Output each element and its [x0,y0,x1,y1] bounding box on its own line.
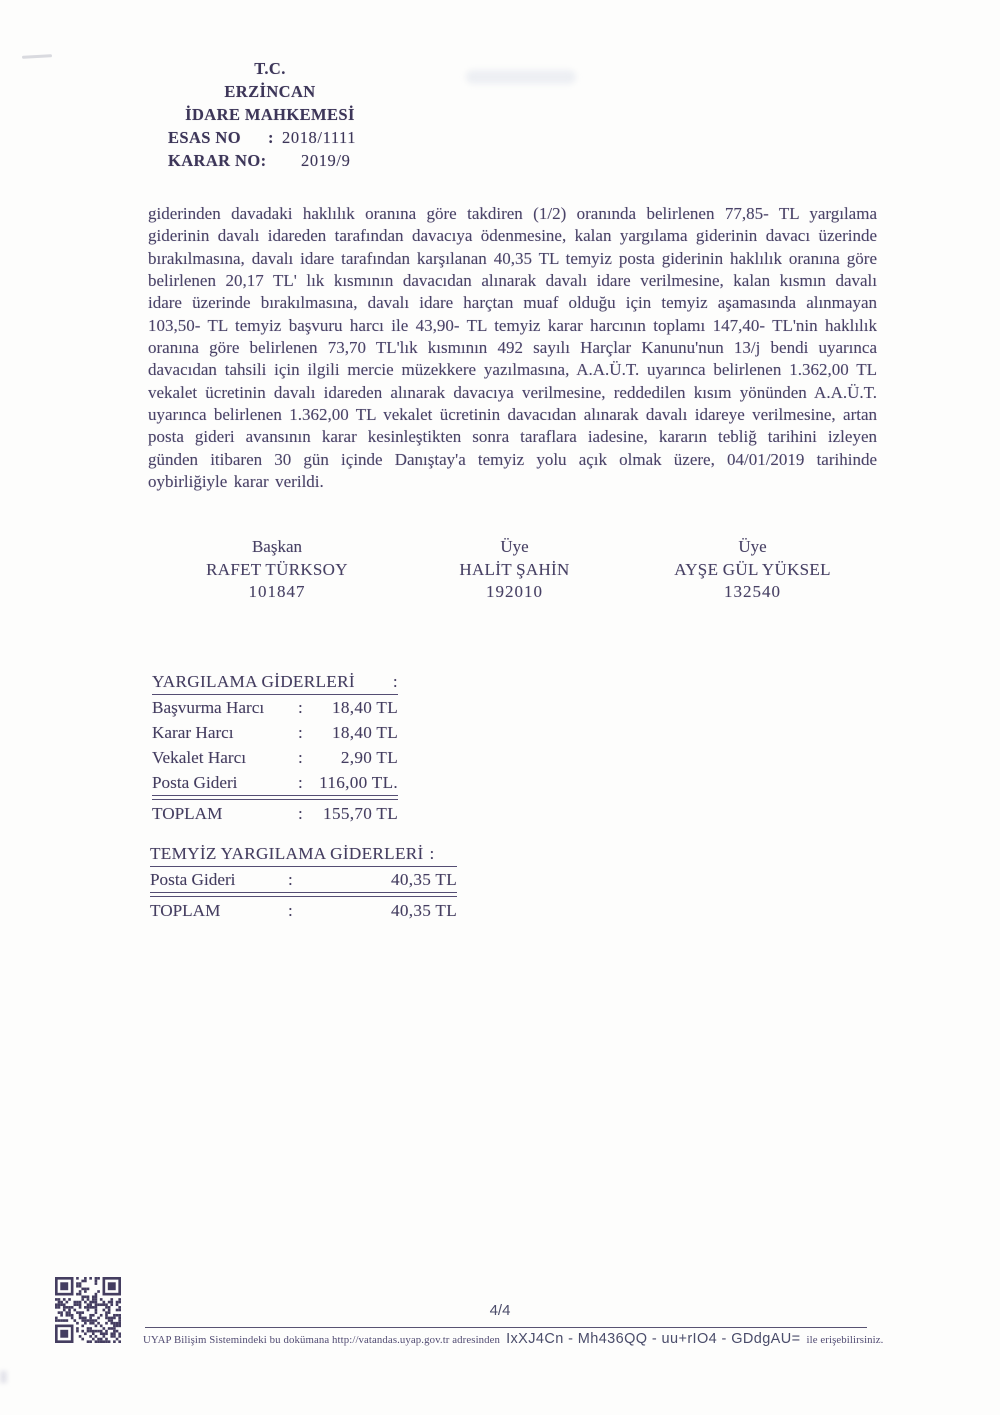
cost-label: Posta Gideri [152,773,238,792]
cost-label: Vekalet Harcı [152,748,247,767]
cost-label: Posta Gideri [150,870,236,889]
scan-artifact-watermark-smudge [466,70,576,84]
case-number-label: ESAS NO [168,128,241,147]
appeal-table-title [150,843,457,867]
court-header [168,57,372,172]
appeal-table-title-text: TEMYİZ YARGILAMA GİDERLERİ [150,844,424,863]
total-separator: : [298,804,303,823]
appeal-costs-table [150,843,457,923]
access-text-prefix: UYAP Bilişim Sistemindeki bu dokümana http://vatandas.uyap.gov.tr adresinden [143,1334,501,1346]
signature-title: Üye [738,537,767,556]
decision-paragraph: giderinden davadaki haklılık oranına göre takdiren (1/2) oranında belirlenen 77,85- TL yargılama giderinin davalı idareden tarafından davacıya ödenmesine, kalan yargılama giderinin davacı üzerinde bırakılmasına, davalı idare tarafından karşılanan 40,35 TL temyiz posta giderinin haklılık oranına göre belirlenen 20,17 TL' lık kısmının davacıdan alınarak davalı idare verilmesine, kalan kısmın davalı idare üzerinde bırakılmasına, davalı idare harçtan muaf olduğu için temyiz aşamasında alınmayan 103,50- TL temyiz başvuru harcı ile 43,90- TL temyiz karar harcının toplamı 147,40- TL'nin haklılık oranına göre belirlenen 73,70 TL'lık kısmının 492 sayılı Harçlar Kanunu'nun 13/j bendi uyarınca davacıdan tahsili için ilgili mercie müzekkere yazılmasına, A.A.Ü.T. uyarınca belirlenen 1.362,00 TL vekalet ücretinin davalı idareden alınarak davacıya verilmesine, reddedilen kısım yönünden A.A.Ü.T. uyarınca belirlenen 1.362,00 TL vekalet ücretinin davacıdan alınarak davalı idareye verilmesine, artan posta gideri avansının karar kesinleştikten sonra taraflara iadesine, kararın tebliğ tarihini izleyen günden itibaren 30 gün içinde Danıştay'a temyiz yolu açık olmak üzere, 04/01/2019 tarihinde oybirliğiyle karar verildi. [148,204,877,492]
republic-label: T.C. [254,59,286,78]
access-text-suffix: ile erişebilirsiniz. [806,1334,884,1346]
cost-separator: : [298,748,303,767]
scan-artifact-dash [22,54,52,59]
appeal-total-row [150,899,457,923]
signature-block [0,536,1000,606]
cost-value: 116,00 TL. [319,773,398,792]
case-number-row [168,126,372,149]
costs-table-title-text: YARGILAMA GİDERLERİ [152,672,355,691]
cost-label: Başvurma Harcı [152,698,265,717]
cost-separator: : [298,698,303,717]
signature-registry-id: 132540 [724,582,781,601]
appeal-table-title-colon: : [429,844,435,863]
signature-member-1 [412,536,617,604]
court-name: İDARE MAHKEMESİ [185,105,355,124]
access-code: IxXJ4Cn - Mh436QQ - uu+rIO4 - GDdgAU= [506,1331,801,1347]
qr-code-icon [55,1277,121,1343]
table-row [150,867,457,893]
decision-number-label: KARAR NO: [168,151,267,170]
cost-separator: : [298,723,303,742]
scan-artifact-edge-mark [0,1371,7,1383]
table-row [152,720,398,745]
table-row [152,695,398,720]
total-separator: : [288,901,293,920]
cost-label: Karar Harcı [152,723,234,742]
decision-number-value: 2019/9 [301,151,351,170]
signature-title: Üye [500,537,529,556]
table-row [152,770,398,796]
cost-separator: : [298,773,303,792]
signature-name: AYŞE GÜL YÜKSEL [674,559,831,579]
total-label: TOPLAM [150,901,221,920]
case-number-separator: : [268,128,274,147]
city-label: ERZİNCAN [224,82,316,101]
decision-number-row [168,149,372,172]
case-number-value: 2018/1111 [282,128,357,147]
total-value: 155,70 TL [323,804,398,823]
page-number: 4/4 [489,1302,511,1319]
cost-value: 18,40 TL [331,723,398,742]
litigation-costs-table [152,671,398,826]
total-value: 40,35 TL [390,901,457,920]
signature-registry-id: 192010 [486,582,543,601]
signature-title: Başkan [251,537,303,556]
footer-divider [145,1327,867,1328]
signature-name: HALİT ŞAHİN [459,559,570,579]
signature-name: RAFET TÜRKSOY [206,559,348,579]
signature-member-2 [640,536,865,604]
cost-value: 18,40 TL [331,698,398,717]
costs-table-title [152,671,398,695]
cost-value: 2,90 TL [340,748,398,767]
signature-registry-id: 101847 [248,582,306,601]
signature-president [177,536,377,604]
costs-table-title-colon: : [392,672,398,691]
total-label: TOPLAM [152,804,223,823]
uyap-access-line [143,1331,883,1347]
cost-value: 40,35 TL [390,870,457,889]
costs-total-row [152,802,398,826]
table-row [152,745,398,770]
cost-separator: : [288,870,293,889]
